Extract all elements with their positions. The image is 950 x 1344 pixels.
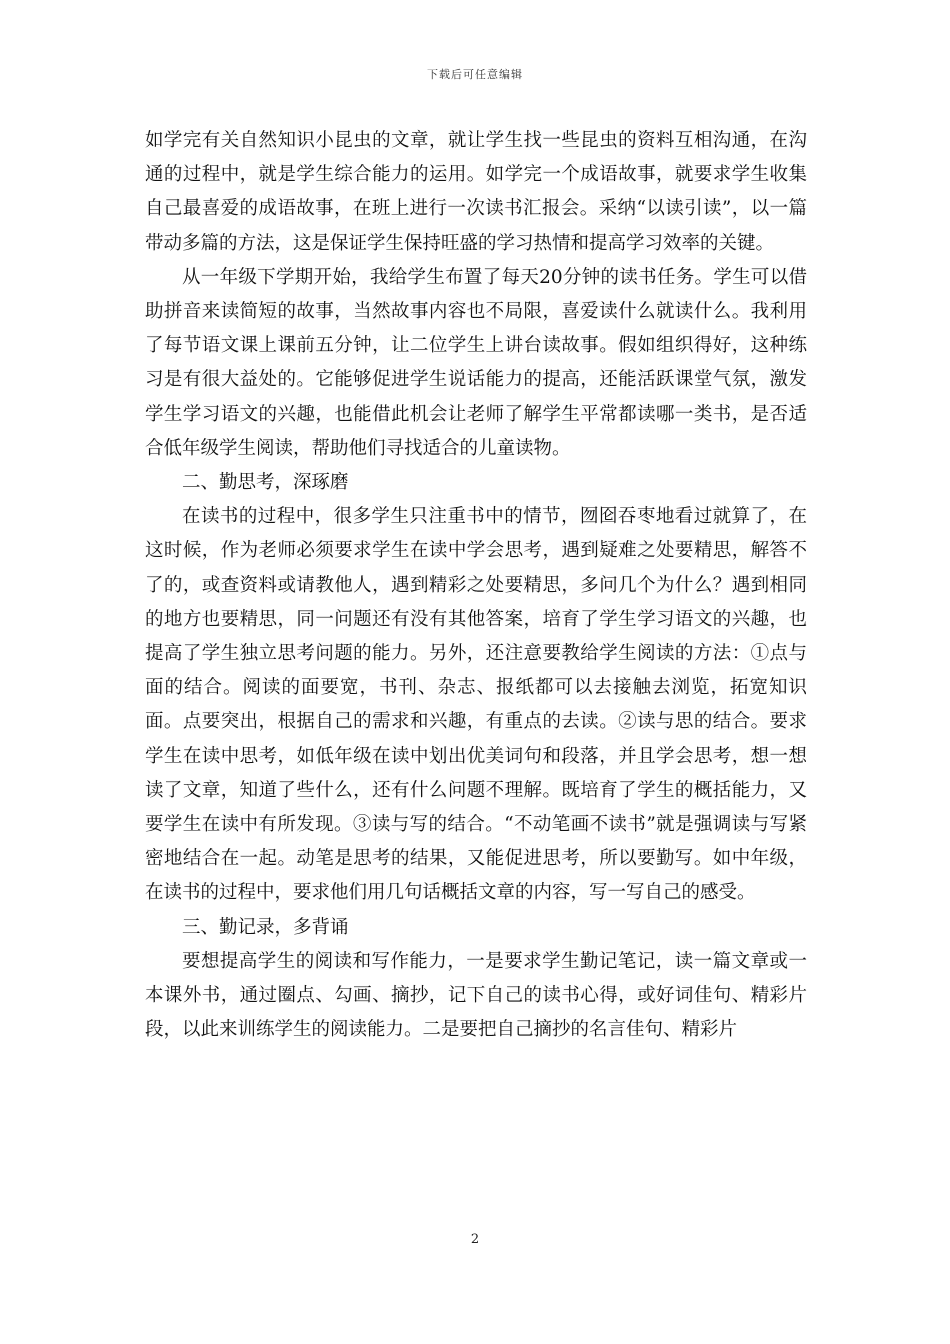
- paragraph-notes: 要想提高学生的阅读和写作能力，一是要求学生勤记笔记，读一篇文章或一本课外书，通过圈点、勾画、摘抄，记下自己的读书心得，或好词佳句、精彩片段，以此来训练学生的阅读能力。二是要把自己摘抄的名言佳句、精彩片: [145, 950, 807, 1041]
- paragraph-thinking-methods: 在读书的过程中，很多学生只注重书中的情节，囫囵吞枣地看过就算了，在这时候，作为老师必须要求学生在读中学会思考，遇到疑难之处要精思，解答不了的，或查资料或请教他人，遇到精彩之处要精思，多问几个为什么？遇到相同的地方也要精思，同一问题还有没有其他答案，培育了学生学习语文的兴趣，也提高了学生独立思考问题的能力。另外，还注意要教给学生阅读的方法：①点与面的结合。阅读的面要宽，书刊、杂志、报纸都可以去接触去浏览，拓宽知识面。点要突出，根据自己的需求和兴趣，有重点的去读。②读与思的结合。要求学生在读中思考，如低年级在读中划出优美词句和段落，并且学会思考，想一想读了文章，知道了些什么，还有什么问题不理解。既培育了学生的概括能力，又要学生在读中有所发现。③读与写的结合。“不动笔画不读书”就是强调读与写紧密地结合在一起。动笔是思考的结果，又能促进思考，所以要勤写。如中年级，在读书的过程中，要求他们用几句话概括文章的内容，写一写自己的感受。: [145, 506, 807, 904]
- page-number: 2: [470, 1232, 480, 1247]
- section-heading-record: 三、勤记录，多背诵: [182, 916, 349, 938]
- section-heading-think: 二、勤思考，深琢磨: [182, 472, 349, 494]
- page-header: 下载后可任意编辑: [427, 68, 523, 81]
- paragraph-reading-task: 从一年级下学期开始，我给学生布置了每天20分钟的读书任务。学生可以借助拼音来读简短的故事，当然故事内容也不局限，喜爱读什么就读什么。我利用了每节语文课上课前五分钟，让二位学生上讲台读故事。假如组织得好，这种练习是有很大益处的。它能够促进学生说话能力的提高，还能活跃课堂气氛，激发学生学习语文的兴趣，也能借此机会让老师了解学生平常都读哪一类书，是否适合低年级学生阅读，帮助他们寻找适合的儿童读物。: [145, 266, 807, 459]
- paragraph-continuation: 如学完有关自然知识小昆虫的文章，就让学生找一些昆虫的资料互相沟通，在沟通的过程中，就是学生综合能力的运用。如学完一个成语故事，就要求学生收集自己最喜爱的成语故事，在班上进行一次读书汇报会。采纳“以读引读”，以一篇带动多篇的方法，这是保证学生保持旺盛的学习热情和提高学习效率的关键。: [145, 130, 807, 254]
- document-body: [145, 124, 807, 1047]
